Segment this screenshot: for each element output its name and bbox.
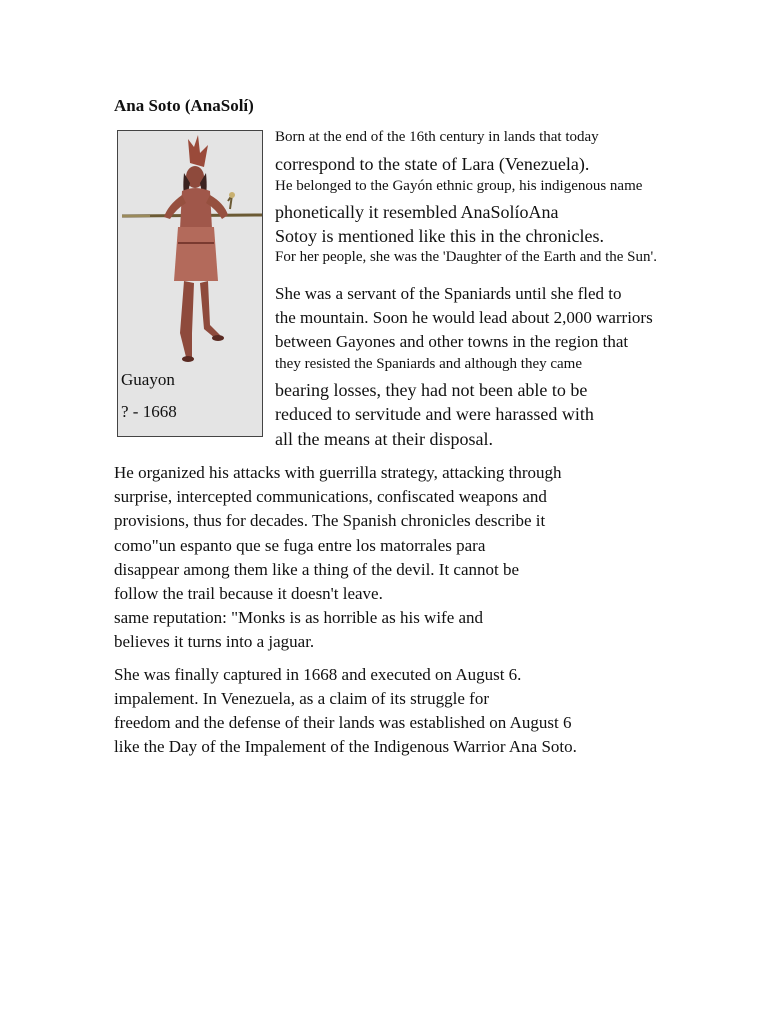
paragraph-3-line: disappear among them like a thing of the devil. It cannot be — [114, 560, 520, 579]
paragraph-3-line: follow the trail because it doesn't leave. — [114, 584, 383, 603]
page-title: Ana Soto (AnaSolí) — [114, 96, 254, 115]
paragraph-1-line: correspond to the state of Lara (Venezuela). — [275, 154, 590, 174]
paragraph-3-line: believes it turns into a jaguar. — [114, 632, 315, 651]
paragraph-2-line: the mountain. Soon he would lead about 2,000 warriors — [275, 308, 653, 327]
portrait-box — [117, 130, 263, 437]
paragraph-2-line: all the means at their disposal. — [275, 429, 493, 449]
paragraph-4-line: impalement. In Venezuela, as a claim of its struggle for — [114, 689, 489, 708]
paragraph-1-line: Sotoy is mentioned like this in the chronicles. — [275, 226, 604, 246]
paragraph-1-line: He belonged to the Gayón ethnic group, his indigenous name — [275, 178, 643, 194]
paragraph-2-line: bearing losses, they had not been able to be — [275, 380, 588, 400]
paragraph-2-line: they resisted the Spaniards and although they came — [275, 356, 582, 372]
paragraph-3-line: He organized his attacks with guerrilla strategy, attacking through — [114, 463, 562, 482]
paragraph-4-line: She was finally captured in 1668 and executed on August 6. — [114, 665, 522, 684]
paragraph-4-line: like the Day of the Impalement of the Indigenous Warrior Ana Soto. — [114, 737, 577, 756]
paragraph-3-line: provisions, thus for decades. The Spanish chronicles describe it — [114, 511, 546, 530]
paragraph-2-line: between Gayones and other towns in the region that — [275, 332, 629, 351]
paragraph-1-line: For her people, she was the 'Daughter of the Earth and the Sun'. — [275, 249, 657, 265]
paragraph-1-line: phonetically it resembled AnaSolíoAna — [275, 202, 559, 222]
paragraph-1-line: Born at the end of the 16th century in lands that today — [275, 129, 599, 145]
paragraph-4-line: freedom and the defense of their lands was established on August 6 — [114, 713, 572, 732]
figure-caption-name: Guayon — [121, 370, 175, 389]
paragraph-3-line: surprise, intercepted communications, confiscated weapons and — [114, 487, 547, 506]
paragraph-3-line: same reputation: "Monks is as horrible as his wife and — [114, 608, 484, 627]
paragraph-2-line: She was a servant of the Spaniards until she fled to — [275, 284, 622, 303]
figure-caption-dates: ? - 1668 — [121, 402, 177, 421]
warrior-figure-image — [120, 133, 262, 365]
paragraph-2-line: reduced to servitude and were harassed with — [275, 404, 594, 424]
paragraph-3-line: como"un espanto que se fuga entre los matorrales para — [114, 536, 486, 555]
